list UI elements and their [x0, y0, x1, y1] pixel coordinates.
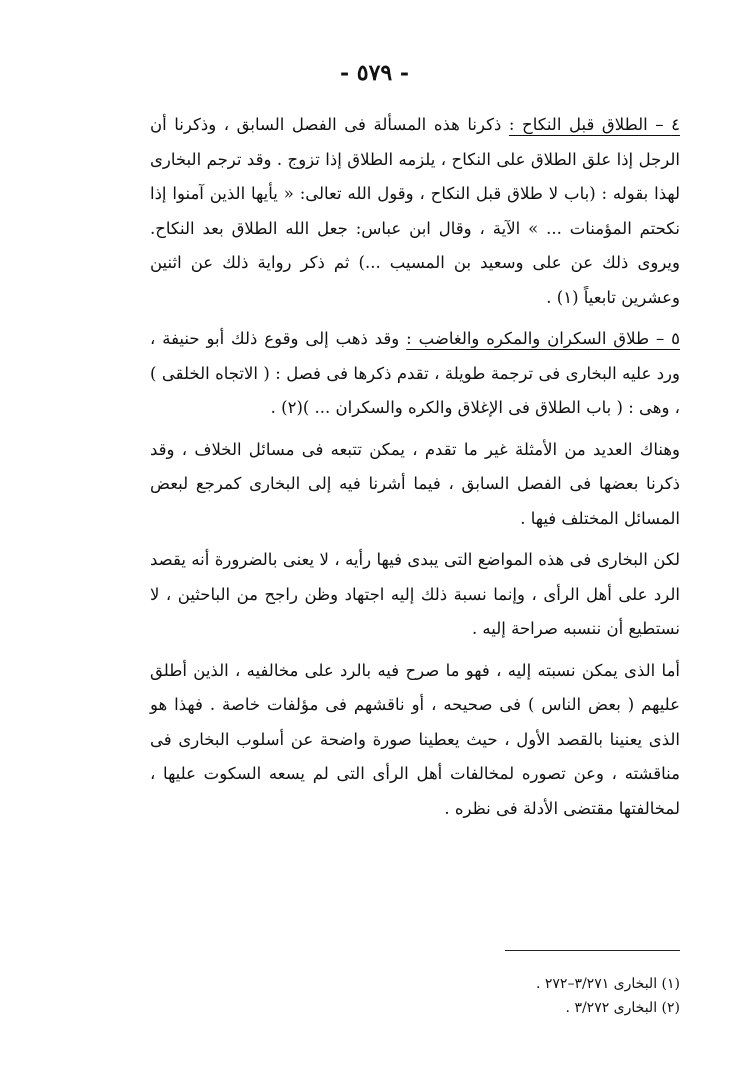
- paragraph-text: لكن البخارى فى هذه المواضع التى يبدى فيها رأيه ، لا يعنى بالضرورة أنه يقصد الرد على أهل الرأى ، وإنما نسبة ذلك إليه اجتهاد وظن راجح من الباحثين ، لا نستطيع أن ننسبه صراحة إليه .: [150, 550, 680, 638]
- paragraph-text: وهناك العديد من الأمثلة غير ما تقدم ، يمكن تتبعه فى مسائل الخلاف ، وقد ذكرنا بعضها فى الفصل السابق ، فيما أشرنا فيه إلى البخارى كمرجع لبعض المسائل المختلف فيها .: [150, 439, 680, 528]
- paragraph-text: أما الذى يمكن نسبته إليه ، فهو ما صرح فيه بالرد على مخالفيه ، الذين أطلق عليهم ( بعض الناس ) فى صحيحه ، أو ناقشهم فى مؤلفات خاصة . فهذا هو الذى يعنينا بالقصد الأول ، حيث يعطينا صورة واضحة عن أسلوب البخارى فى مناقشته ، وعن تصوره لمخالفات أهل الرأى التى لم يسعه السكوت عليها ، لمخالفتها مقتضى الأدلة فى نظره .: [150, 660, 680, 818]
- paragraph-4: [150, 543, 680, 647]
- body-text: [150, 108, 680, 833]
- paragraph-text: ذكرنا هذه المسألة فى الفصل السابق ، وذكرنا أن الرجل إذا علق الطلاق على النكاح ، يلزمه الطلاق إذا تزوج . وقد ترجم البخارى لهذا بقوله : (باب لا طلاق قبل النكاح ، وقول الله تعالى: « يأيها الذين آمنوا إذا نكحتم المؤمنات ... » الآية ، وقال ابن عباس: جعل الله الطلاق بعد النكاح. ويروى ذلك عن على وسعيد بن المسيب ...) ثم ذكر رواية ذلك عن اثنين وعشرين تابعياً (١) .: [150, 115, 680, 307]
- footnote-2: (٢) البخارى ٣/٢٧٢ .: [565, 1000, 680, 1016]
- paragraph-text: وقد ذهب إلى وقوع ذلك أبو حنيفة ، ورد عليه البخارى فى ترجمة طويلة ، تقدم ذكرها فى فصل : ( الاتجاه الخلقى ) ، وهى : ( باب الطلاق فى الإغلاق والكره والسكران ... )(٢) .: [150, 329, 680, 417]
- paragraph-5: [150, 654, 680, 827]
- footnotes: [360, 972, 680, 1020]
- paragraph-1: [150, 108, 680, 315]
- section-heading-5: ٥ – طلاق السكران والمكره والغاضب :: [406, 329, 680, 348]
- paragraph-2: [150, 322, 680, 426]
- footnote-divider: [505, 950, 680, 951]
- section-heading-4: ٤ – الطلاق قبل النكاح :: [508, 115, 680, 134]
- paragraph-3: [150, 433, 680, 537]
- page-number: - ٥٧٩ -: [339, 60, 410, 86]
- footnote-1: (١) البخارى ٣/٢٧١–٢٧٢ .: [535, 976, 680, 992]
